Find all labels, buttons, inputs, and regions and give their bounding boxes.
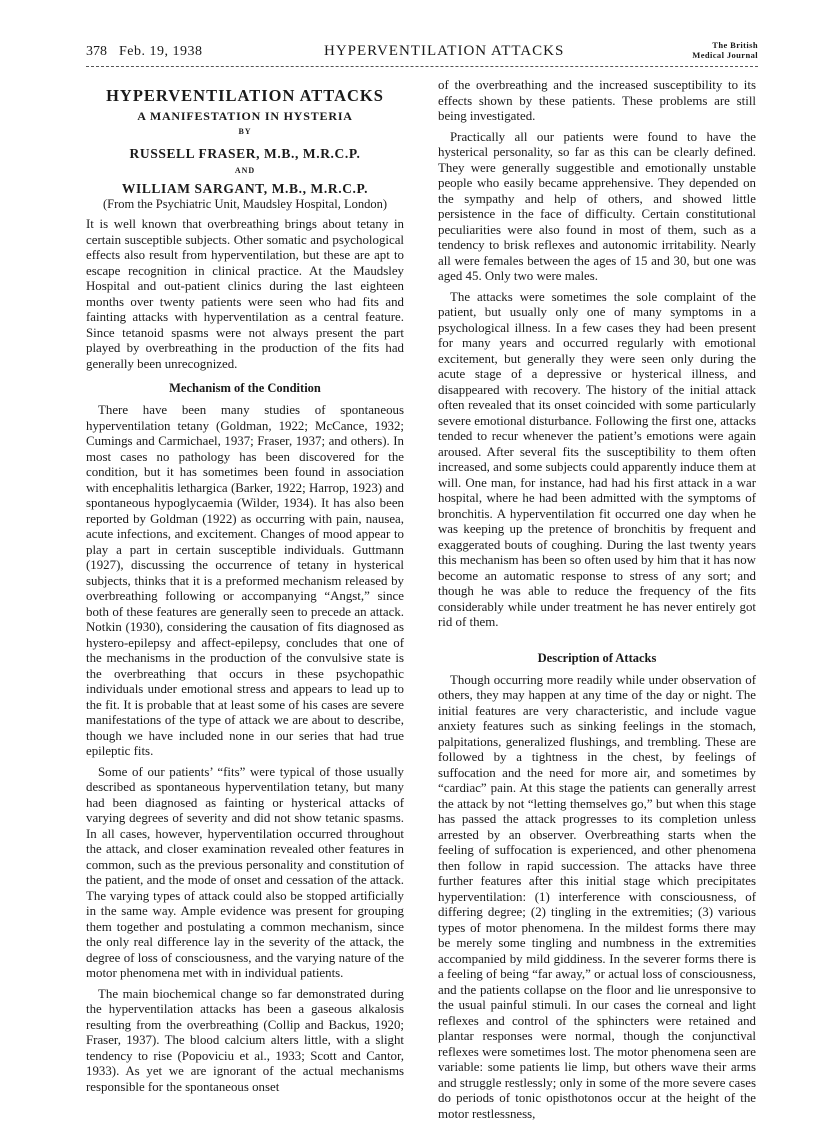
page-number: 378 [86, 44, 107, 59]
section-heading-mechanism: Mechanism of the Condition [169, 381, 321, 395]
running-title: HYPERVENTILATION ATTACKS [324, 43, 565, 59]
by-label: BY [238, 127, 252, 136]
author-1: RUSSELL FRASER, M.B., M.R.C.P. [129, 146, 361, 161]
continued-paragraph: of the overbreathing and the increased susceptibility to its effects shown by these patients. These problems are still being investigated. [438, 78, 756, 123]
left-column [86, 78, 404, 1100]
paragraph: Though occurring more readily while under observation of others, they may happen at any time of the day or night. The initial features are very characteristic, and include vague anxiety features such as sinking feelings in the stomach, palpitations, generalized flushings, and trembling. These are followed by a tightness in the chest, by feelings of suffocation and the need for more air, and sometimes by “cardiac” pain. At this stage the patients can generally arrest the attack by not “letting themselves go,” but when this stage has passed the attack progresses to its completion unless arrested by an observer. Overbreathing starts when the feeling of suffocation is experienced, and other phenomena then follow in rapid succession. The attacks have three further features after this initial stage which precipitates hyperventilation: (1) interference with consciousness, of differing degree; (2) tingling in the extremities; (3) various types of motor phenomena. In the mildest forms there may be merely some tingling and numbness in the extremities accompanied by mild giddiness. In the severer forms there is a feeling of being “far away,” or actual loss of consciousness, and the patients collapse on the floor and lie unresponsive to the usual painful stimuli. In our cases the corneal and light reflexes and control of the sphincters were retained and plantar responses were normal, though the conjunctival reflexes were sometimes lost. The motor phenomena seen are variable: some patients lie limp, but others wave their arms and struggle restlessly; only in some of the more severe cases do periods of tonic opisthotonos occur at the height of the motor restlessness, [438, 672, 756, 1121]
paragraph: Some of our patients’ “fits” were typical of those usually described as spontaneous hyperventilation tetany, but many had been diagnosed as fainting or hysterical attacks of varying degrees of severity and did not show tetanic spasms. In all cases, however, hyperventilation occurred throughout the attack, and closer examination revealed other features in common, such as the previous personality and constitution of the patient, and the mode of onset and cessation of the attack. The varying types of attack could also be stopped artificially in the same way. Ample evidence was present for grouping them together and postulating a common mechanism, since the only real difference lay in the severity of the attack, the degree of loss of consciousness, and the varying nature of the motor phenomena met with in individual patients. [86, 764, 404, 980]
article-subtitle: A MANIFESTATION IN HYSTERIA [137, 109, 353, 123]
paragraph: Practically all our patients were found to have the hysterical personality, so far as this can be clearly defined. They were generally suggestible and emotionally unstable people who easily became apprehensive. They depended on the sympathy and help of others, and showed little persistence in the face of difficulty. Certain constitutional peculiarities were also found in most of them, such as a tendency to brisk reflexes and autonomic irritability. Nearly all were females between the ages of 15 and 30, but one was aged 45. Only two were males. [438, 129, 756, 283]
section-heading-description: Description of Attacks [537, 650, 657, 665]
issue-date: Feb. 19, 1938 [119, 44, 203, 59]
right-column [438, 78, 756, 1127]
intro-paragraph: It is well known that overbreathing brings about tetany in certain susceptible subjects. Other somatic and psychological effects also result from hyperventilation, but these are apt to escape recognition in clinical practice. At the Maudsley Hospital and out-patient clinics during the last eighteen months over twenty patients were seen who had fits and fainting attacks with hyperventilation as a central feature. Since tetanoid spasms were not always present the part played by overbreathing in the production of the fits had generally been unrecognized. [86, 217, 404, 371]
author-2: WILLIAM SARGANT, M.B., M.R.C.P. [121, 181, 369, 196]
header-divider [86, 66, 758, 67]
title-block [86, 86, 404, 212]
affiliation: (From the Psychiatric Unit, Maudsley Hospital, London) [103, 197, 387, 211]
article-title: HYPERVENTILATION ATTACKS [106, 86, 384, 105]
journal-name-line1: The British [712, 40, 758, 50]
journal-name [692, 40, 758, 60]
and-label: AND [234, 166, 256, 175]
paragraph: There have been many studies of spontaneous hyperventilation tetany (Goldman, 1922; McCance, 1932; Cumings and Carmichael, 1937; Fraser, 1937; and others). In most cases no pathology has been discovered for the condition, but it has sometimes been found in association with encephalitis lethargica (Barker, 1922; Harrop, 1923) and spontaneous hypoglycaemia (Wilder, 1934). It has also been reported by Goldman (1922) as occurring with pain, nausea, acute infections, and excitement. Changes of mood appear to play a part in certain susceptible individuals. Guttmann (1927), discussing the occurrence of tetany in hysterical subjects, thinks that it is a preformed mechanism released by overbreathing following or accompanying “Angst,” since both of these features are generally seen to precede an attack. Notkin (1930), considering the causation of fits diagnosed as hystero-epilepsy and affect-epilepsy, concludes that one of the mechanisms in the production of the convulsive state is the overbreathing that occurs in these psychopathic individuals under emotional stress and appears to lead up to the fit. It is probable that at least some of his cases are severe manifestations of the type of attack we are about to describe, though we have included none in our series that had true epileptic fits. [86, 403, 404, 758]
journal-name-line2: Medical Journal [692, 50, 758, 60]
paragraph: The attacks were sometimes the sole complaint of the patient, but usually only one of many symptoms in a psychological illness. In a few cases they had been present for many years and occurred regularly with emotional excitement, but generally they were seen only during the acute stage of a depressive or hysterical illness, and disappeared with recovery. The history of the initial attack often revealed that its onset coincided with some particularly severe emotional disturbance. Following the first one, attacks tended to recur whenever the patient’s emotions were again aroused. After several fits the susceptibility to them often increased, and some subjects could apparently induce them at will. One man, for instance, had had his first attack in a war hospital, where he had been admitted with the symptoms of bronchitis. A hyperventilation fit occurred one day when he was keeping up the pretence of bronchitis by frequent and exaggerated bouts of coughing. During the last twenty years this mechanism has been so often used by him that it has now become an automatic response to stress of any sort; and though he was able to reduce the frequency of the fits considerably while under treatment he has never entirely got rid of them. [438, 289, 756, 629]
page-header [86, 40, 758, 68]
paragraph: The main biochemical change so far demonstrated during the hyperventilation attacks has been a gaseous alkalosis resulting from the overbreathing (Collip and Backus, 1920; Fraser, 1937). The blood calcium alters little, with a slight tendency to rise (Popoviciu et al., 1933; Scott and Cantor, 1933). As yet we are ignorant of the actual mechanisms responsible for the spontaneous onset [86, 986, 404, 1094]
